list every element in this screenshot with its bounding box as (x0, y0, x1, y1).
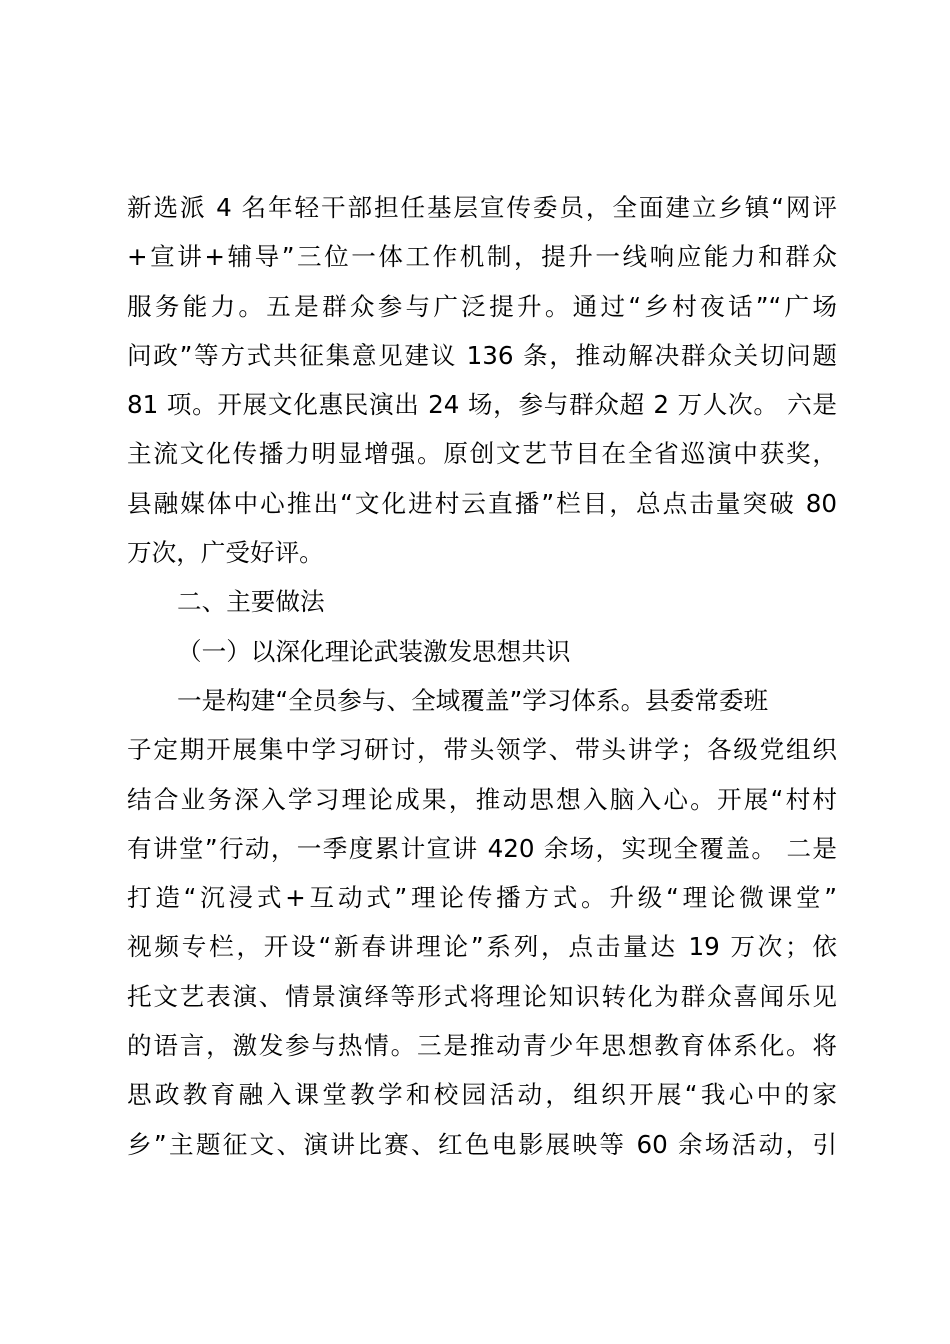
text-line: 一是构建“全员参与、全域覆盖”学习体系。县委常委班 (177, 685, 769, 715)
text-line: 新选派 4 名年轻干部担任基层宣传委员，全面建立乡镇“网评 (127, 193, 837, 222)
text-line: 有讲堂”行动，一季度累计宣讲 420 余场，实现全覆盖。 二是 (127, 833, 837, 863)
text-line: 县融媒体中心推出“文化进村云直播”栏目，总点击量突破 80 (127, 488, 837, 518)
text-line: 托文艺表演、情景演绎等形式将理论知识转化为群众喜闻乐见 (127, 981, 837, 1011)
text-line: 子定期开展集中学习研讨，带头领学、带头讲学；各级党组织 (127, 735, 837, 765)
text-line: 视频专栏，开设“新春讲理论”系列，点击量达 19 万次；依 (127, 932, 837, 962)
text-line: 乡”主题征文、演讲比赛、红色电影展映等 60 余场活动，引 (127, 1129, 837, 1159)
text-line: 思政教育融入课堂教学和校园活动，组织开展“我心中的家 (127, 1080, 837, 1110)
text-line: 打造“沉浸式+互动式”理论传播方式。升级“理论微课堂” (127, 883, 837, 913)
text-line: 的语言，激发参与热情。三是推动青少年思想教育体系化。将 (127, 1031, 837, 1061)
subsection-heading: （一）以深化理论武装激发思想共识 (177, 636, 571, 666)
section-heading: 二、主要做法 (177, 587, 325, 617)
text-line: 万次，广受好评。 (127, 538, 324, 568)
text-line: +宣讲+辅导”三位一体工作机制，提升一线响应能力和群众 (127, 242, 837, 272)
document-body (127, 183, 837, 1169)
text-line: 服务能力。五是群众参与广泛提升。通过“乡村夜话”“广场 (127, 291, 837, 321)
text-line: 结合业务深入学习理论成果，推动思想入脑入心。开展“村村 (127, 784, 837, 814)
text-line: 问政”等方式共征集意见建议 136 条，推动解决群众关切问题 (127, 340, 837, 370)
text-line: 81 项。开展文化惠民演出 24 场，参与群众超 2 万人次。 六是 (127, 390, 837, 420)
text-line: 主流文化传播力明显增强。原创文艺节目在全省巡演中获奖， (127, 439, 837, 469)
